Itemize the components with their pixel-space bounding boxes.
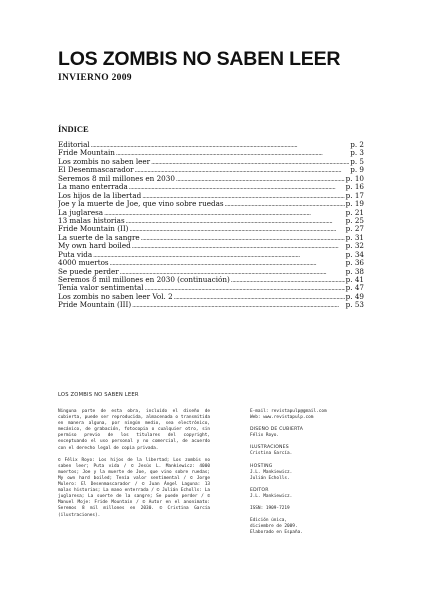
- toc-leader-dots: [142, 193, 344, 200]
- toc-leader-dots: [141, 235, 345, 242]
- colophon-right-column: [250, 409, 370, 542]
- toc-entry-page: p. 36: [345, 259, 364, 268]
- hosting-label: HOSTING: [250, 463, 273, 469]
- web-line: Web: www.revistapulp.com: [250, 415, 314, 421]
- rights-notice: Ninguna parte de esta obra, incluido el diseño de cubierta, puede ser reproducida, almacenada o transmitida en manera alguna, por ningún medio, sea electrónico, mecánico, de grabación, fotocopia o cualquier otro, sin permiso previo de los titulares del copyright, exceptuando el uso personal y no comercial, de acuerdo con el derecho legal de copia privada.: [58, 409, 210, 451]
- toc-entry-title: Los zombis no saben leer Vol. 2: [58, 292, 173, 301]
- toc-entry-title: Tenía valor sentimental: [58, 284, 144, 293]
- toc-entry-page: p. 34: [345, 250, 364, 259]
- toc-heading: ÍNDICE: [58, 124, 89, 134]
- toc-entry-page: p. 38: [345, 267, 364, 276]
- edition-line: Edición única,: [250, 518, 288, 524]
- toc-entry-title: My own hard boiled: [58, 242, 131, 251]
- toc-leader-dots: [225, 201, 345, 208]
- toc-entry-page: p. 49: [345, 292, 364, 301]
- toc-leader-dots: [151, 159, 349, 166]
- toc-entry: [58, 141, 364, 149]
- toc-entry-title: La suerte de la sangre: [58, 233, 140, 242]
- illustrations-name: Cristina García.: [250, 451, 293, 457]
- toc-entry: [58, 149, 364, 157]
- toc-entry-title: 13 malas historias: [58, 216, 125, 225]
- toc-leader-dots: [176, 176, 345, 183]
- toc-leader-dots: [104, 210, 345, 217]
- toc-entry: [58, 175, 364, 183]
- toc-entry: [58, 268, 364, 276]
- author-credits: © Félix Royo: Los hijos de la libertad; Los zombis no saben leer; Puta vida / © Jesús L. Mankiewicz: 4000 muertos; Joe y la muerte de Joe, que vino sobre ruedas; My own hard boiled; Tenía valor sentimental / © Jorge Mulero: El Desenmascarador / © Juan Ángel Laguna: 13 malas historias; La mano enterrada / © Julián Echolls: La juglaresa; La suerte de la sangre; Se puede perder / © Manuel Moje: Fride Mountain / © Autor en el anonimato: Seremos 8 mil millones en 2030. © Cristina García (ilustraciones).: [58, 457, 210, 518]
- cover-design-block: [250, 427, 370, 439]
- toc-entry-title: Los hijos de la libertad: [58, 191, 142, 200]
- toc-entry: [58, 200, 364, 208]
- contact-block: [250, 409, 370, 421]
- toc-entry-page: p. 47: [345, 284, 364, 293]
- toc-entry-title: Editorial: [58, 141, 90, 149]
- toc-leader-dots: [126, 218, 345, 225]
- toc-entry-title: La mano enterrada: [58, 183, 128, 192]
- toc-entry: [58, 293, 364, 301]
- toc-entry-title: Seremos 8 mil millones en 2030: [58, 174, 175, 183]
- toc-entry-page: p. 25: [345, 216, 364, 225]
- toc-entry: [58, 225, 364, 233]
- issn-line: ISSN: 1909-7219: [250, 506, 290, 512]
- toc-leader-dots: [110, 260, 345, 267]
- toc-entry-page: p. 9: [350, 166, 364, 175]
- toc-entry-title: Pride Mountain (III): [58, 301, 132, 310]
- editor-label: EDITOR: [250, 487, 269, 493]
- toc-leader-dots: [145, 285, 345, 292]
- toc-leader-dots: [116, 150, 349, 157]
- toc-entry-page: p. 32: [345, 242, 364, 251]
- toc-entry-page: p. 5: [350, 157, 364, 166]
- toc-entry-page: p. 53: [345, 301, 364, 310]
- toc-entry-page: p. 21: [345, 208, 364, 217]
- toc-entry-page: p. 41: [345, 276, 364, 284]
- toc-leader-dots: [132, 302, 345, 309]
- editor-name: J.L. Mankiewicz.: [250, 493, 293, 499]
- editor-block: [250, 488, 370, 500]
- toc-entry-page: p. 16: [345, 183, 364, 192]
- toc-entry: [58, 166, 364, 174]
- toc-entry-title: El Desenmascarador: [58, 166, 134, 175]
- toc-leader-dots: [93, 252, 345, 259]
- colophon-left-column: [58, 409, 210, 525]
- cover-design-label: DISEÑO DE CUBIERTA: [250, 427, 304, 433]
- toc-entry: [58, 301, 364, 309]
- issn-block: [250, 506, 370, 512]
- toc-entry: [58, 217, 364, 225]
- hosting-name: J.L. Mankiewicz.: [250, 469, 293, 475]
- toc-entry-title: Se puede perder: [58, 267, 119, 276]
- toc-entry-title: Fride Mountain (II): [58, 225, 129, 234]
- toc-entry-page: p. 10: [345, 174, 364, 183]
- toc-entry-title: Fride Mountain: [58, 149, 115, 158]
- toc-entry: [58, 158, 364, 166]
- toc-entry: [58, 259, 364, 267]
- toc-entry-title: Puta vida: [58, 250, 93, 259]
- toc-entry: [58, 183, 364, 191]
- toc-leader-dots: [174, 294, 345, 301]
- toc-entry-title: Los zombis no saben leer: [58, 157, 151, 166]
- toc-entry-title: La juglaresa: [58, 208, 104, 217]
- toc-entry-title: Joe y la muerte de Joe, que vino sobre ruedas: [58, 200, 224, 209]
- toc-leader-dots: [132, 243, 345, 250]
- toc-entry-page: p. 3: [350, 149, 364, 158]
- colophon-title: LOS ZOMBIS NO SABEN LEER: [58, 392, 139, 398]
- toc-leader-dots: [231, 277, 345, 284]
- toc-entry-page: p. 31: [345, 233, 364, 242]
- issue-subtitle: INVIERNO 2009: [58, 73, 132, 83]
- hosting-block: [250, 464, 370, 482]
- toc-entry-page: p. 27: [345, 225, 364, 234]
- toc-leader-dots: [129, 226, 344, 233]
- toc-entry-title: Seremos 8 mil millones en 2030 (continuación): [58, 276, 230, 284]
- illustrations-label: ILUSTRACIONES: [250, 445, 289, 451]
- toc-entry: [58, 192, 364, 200]
- toc-leader-dots: [129, 184, 345, 191]
- toc-entry-page: p. 17: [345, 191, 364, 200]
- toc-entry: [58, 284, 364, 292]
- toc-entry-page: p. 2: [350, 141, 364, 149]
- magazine-title: LOS ZOMBIS NO SABEN LEER: [58, 48, 341, 70]
- toc-entry-title: 4000 muertos: [58, 259, 109, 268]
- toc-leader-dots: [135, 167, 350, 174]
- toc-entry-page: p. 19: [345, 200, 364, 209]
- toc-leader-dots: [120, 269, 345, 276]
- toc-leader-dots: [91, 142, 350, 149]
- table-of-contents: [58, 141, 364, 310]
- edition-line: Elaborado en España.: [250, 530, 303, 536]
- illustrations-block: [250, 445, 370, 457]
- toc-entry: [58, 209, 364, 217]
- toc-entry: [58, 251, 364, 259]
- edition-line: diciembre de 2009.: [250, 524, 298, 530]
- toc-entry: [58, 242, 364, 250]
- hosting-name: Julián Echolls.: [250, 475, 290, 481]
- email-line: E-mail: revistapulp@gmail.com: [250, 409, 327, 414]
- toc-entry: [58, 234, 364, 242]
- edition-block: [250, 518, 370, 536]
- toc-entry: [58, 276, 364, 284]
- cover-design-name: Félix Royo.: [250, 433, 280, 439]
